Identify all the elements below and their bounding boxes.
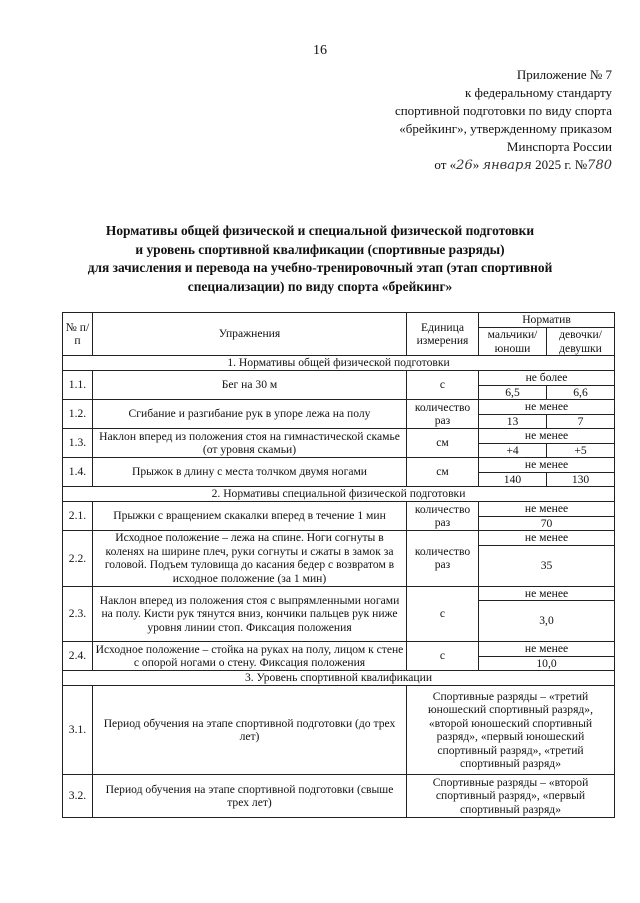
row-number: 1.4. bbox=[63, 458, 93, 487]
header-girls: девочки/ девушки bbox=[547, 328, 615, 356]
row-unit: количество раз bbox=[407, 502, 479, 531]
page-number: 16 bbox=[313, 43, 327, 58]
row-value: 35 bbox=[479, 545, 615, 586]
row-value: 3,0 bbox=[479, 601, 615, 642]
row-value-boys: 140 bbox=[479, 472, 547, 487]
row-exercise: Исходное положение – стойка на руках на полу, лицом к стене с опорой ногами о стену. Фиксация положения bbox=[93, 642, 407, 671]
row-value-girls: 7 bbox=[547, 414, 615, 429]
row-exercise: Прыжки с вращением скакалки вперед в течение 1 мин bbox=[93, 502, 407, 531]
header-norm: Норматив bbox=[479, 313, 615, 328]
row-number: 1.1. bbox=[63, 371, 93, 400]
approval-line-2: к федеральному стандарту bbox=[464, 85, 612, 100]
row-number: 3.1. bbox=[63, 686, 93, 775]
row-unit: с bbox=[407, 586, 479, 642]
row-number: 2.3. bbox=[63, 586, 93, 642]
row-condition: не менее bbox=[479, 400, 615, 415]
row-qualification: Спортивные разряды – «третий юношеский спортивный разряд», «второй юношеский спортивный разряд», «первый юношеский спортивный разряд», «третий спортивный разряд» bbox=[407, 686, 615, 775]
row-unit: см bbox=[407, 429, 479, 458]
row-condition: не менее bbox=[479, 642, 615, 657]
approval-line-3: спортивной подготовки по виду спорта bbox=[394, 103, 612, 118]
date-suffix: 2025 г. № bbox=[535, 157, 588, 172]
row-unit: см bbox=[407, 458, 479, 487]
row-number: 3.2. bbox=[63, 775, 93, 818]
row-value: 70 bbox=[479, 516, 615, 531]
title-line-1: Нормативы общей физической и специальной физической подготовки bbox=[105, 223, 535, 238]
date-day: 26 bbox=[456, 158, 473, 173]
header-unit: Единица измерения bbox=[407, 313, 479, 356]
row-number: 2.4. bbox=[63, 642, 93, 671]
approval-block bbox=[312, 66, 612, 175]
document-title bbox=[40, 222, 600, 296]
order-number: 780 bbox=[587, 158, 612, 173]
row-exercise: Бег на 30 м bbox=[93, 371, 407, 400]
section-title: 2. Нормативы специальной физической подготовки bbox=[63, 487, 615, 502]
row-qualification: Спортивные разряды – «второй спортивный разряд», «первый спортивный разряд» bbox=[407, 775, 615, 818]
row-value-girls: 130 bbox=[547, 472, 615, 487]
title-line-3: для зачисления и перевода на учебно-тренировочный этап (этап спортивной bbox=[87, 260, 553, 275]
row-value-girls: 6,6 bbox=[547, 385, 615, 400]
approval-date-line bbox=[312, 156, 612, 175]
section-title: 1. Нормативы общей физической подготовки bbox=[63, 356, 615, 371]
row-number: 1.2. bbox=[63, 400, 93, 429]
row-value-boys: 6,5 bbox=[479, 385, 547, 400]
section-title: 3. Уровень спортивной квалификации bbox=[63, 671, 615, 686]
row-value-girls: +5 bbox=[547, 443, 615, 458]
row-value: 10,0 bbox=[479, 656, 615, 671]
row-value-boys: 13 bbox=[479, 414, 547, 429]
approval-line-4: «брейкинг», утвержденному приказом bbox=[399, 121, 612, 136]
row-number: 2.1. bbox=[63, 502, 93, 531]
row-unit: с bbox=[407, 371, 479, 400]
row-condition: не менее bbox=[479, 458, 615, 473]
date-mid: » bbox=[472, 157, 480, 172]
row-number: 1.3. bbox=[63, 429, 93, 458]
approval-line-1: Приложение № 7 bbox=[516, 67, 612, 82]
row-condition: не менее bbox=[479, 502, 615, 517]
title-line-2: и уровень спортивной квалификации (спортивные разряды) bbox=[135, 241, 505, 257]
header-boys: мальчики/ юноши bbox=[479, 328, 547, 356]
row-unit: с bbox=[407, 642, 479, 671]
row-value-boys: +4 bbox=[479, 443, 547, 458]
row-exercise: Период обучения на этапе спортивной подготовки (до трех лет) bbox=[93, 686, 407, 775]
row-condition: не менее bbox=[479, 531, 615, 546]
norms-table bbox=[62, 312, 615, 818]
header-num: № п/п bbox=[63, 313, 93, 356]
approval-line-5: Минспорта России bbox=[506, 139, 612, 154]
title-line-4: специализации) по виду спорта «брейкинг» bbox=[187, 278, 453, 294]
row-condition: не более bbox=[479, 371, 615, 386]
row-condition: не менее bbox=[479, 429, 615, 444]
date-month: января bbox=[482, 158, 532, 173]
date-prefix: от « bbox=[434, 157, 457, 172]
row-unit: количество раз bbox=[407, 400, 479, 429]
row-exercise: Наклон вперед из положения стоя с выпрямленными ногами на полу. Кисти рук тянутся вниз, кончики пальцев рук ниже уровня линии стоп. Фиксация положения bbox=[93, 586, 407, 642]
row-condition: не менее bbox=[479, 586, 615, 601]
row-unit: количество раз bbox=[407, 531, 479, 587]
header-exercise: Упражнения bbox=[93, 313, 407, 356]
row-exercise: Прыжок в длину с места толчком двумя ногами bbox=[93, 458, 407, 487]
row-exercise: Сгибание и разгибание рук в упоре лежа на полу bbox=[93, 400, 407, 429]
row-exercise: Период обучения на этапе спортивной подготовки (свыше трех лет) bbox=[93, 775, 407, 818]
row-exercise: Исходное положение – лежа на спине. Ноги согнуты в коленях на ширине плеч, руки согнуты и сжаты в замок за головой. Подъем туловища до касания бедер с возвратом в исходное положение (за 1 мин) bbox=[93, 531, 407, 587]
row-number: 2.2. bbox=[63, 531, 93, 587]
row-exercise: Наклон вперед из положения стоя на гимнастической скамье (от уровня скамьи) bbox=[93, 429, 407, 458]
